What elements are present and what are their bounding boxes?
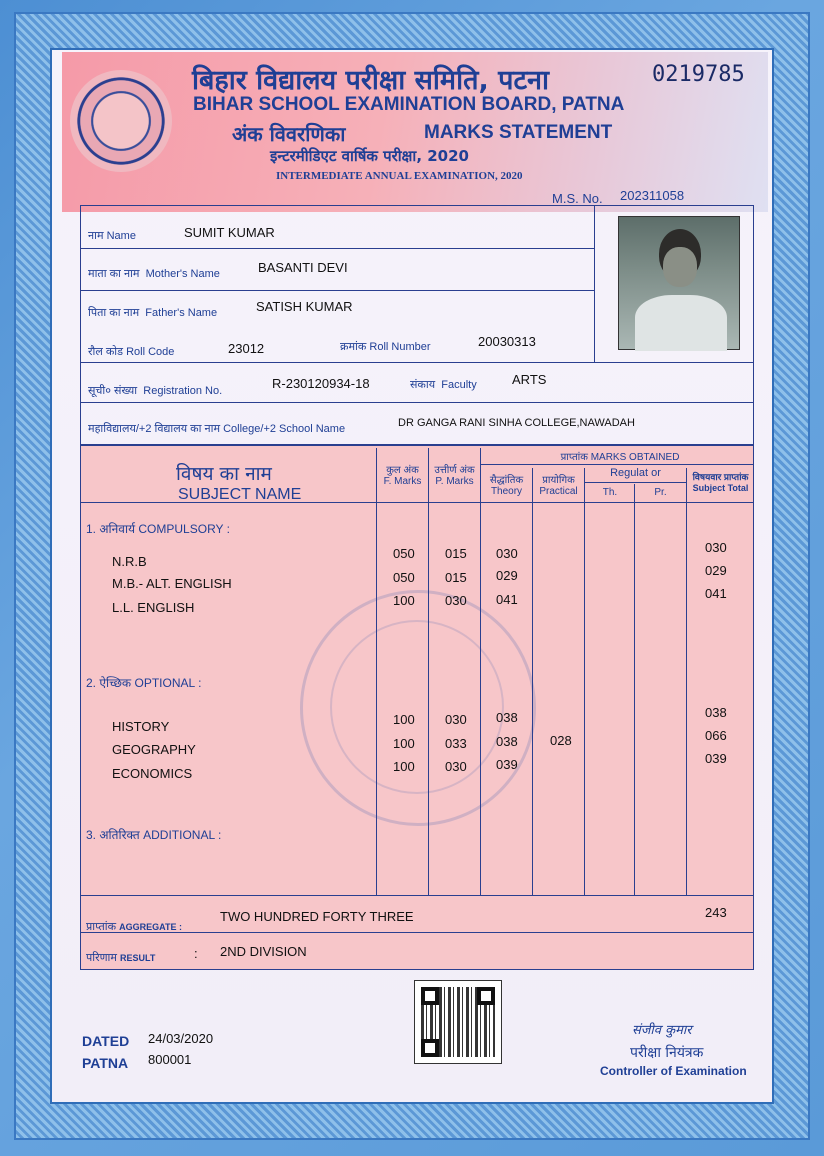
subject-total: 030 <box>705 540 727 555</box>
photo-face <box>663 247 697 287</box>
aggregate-label-english: AGGREGATE : <box>119 922 182 932</box>
full-marks: 100 <box>393 712 415 727</box>
additional-section-label <box>86 826 221 843</box>
practical-marks: 028 <box>550 733 572 748</box>
pass-marks-header-hindi: उत्तीर्ण अंक <box>434 465 475 476</box>
roll-code-label-hindi: रौल कोड <box>88 346 124 358</box>
name-label <box>88 228 136 243</box>
additional-label-hindi: अतिरिक्त <box>99 828 140 842</box>
pass-marks: 030 <box>445 759 467 774</box>
full-marks-header-english: F. Marks <box>383 476 422 487</box>
title-english: BIHAR SCHOOL EXAMINATION BOARD, PATNA <box>193 94 625 115</box>
subject-total-header <box>687 470 754 493</box>
father-label <box>88 305 217 320</box>
statement-title: MARKS STATEMENT <box>424 122 613 143</box>
pass-marks: 030 <box>445 712 467 727</box>
full-marks: 050 <box>393 546 415 561</box>
practical-header-hindi: प्रायोगिक <box>542 475 575 486</box>
roll-code-label-english: Roll Code <box>126 346 175 358</box>
serial-number: 0219785 <box>652 62 745 87</box>
result-label <box>86 950 155 965</box>
result-colon: : <box>194 946 198 961</box>
full-marks: 050 <box>393 570 415 585</box>
full-marks-header-hindi: कुल अंक <box>386 465 419 476</box>
full-marks: 100 <box>393 593 415 608</box>
row-divider <box>80 248 594 249</box>
full-marks: 100 <box>393 736 415 751</box>
practical-header <box>533 472 584 497</box>
qr-corner <box>421 987 439 1005</box>
optional-label-english: OPTIONAL : <box>134 676 202 690</box>
compulsory-label-hindi: अनिवार्य <box>99 522 136 536</box>
theory-header-english: Theory <box>490 486 523 497</box>
father-label-hindi: पिता का नाम <box>88 307 140 319</box>
roll-number: 20030313 <box>478 334 536 349</box>
title-hindi: बिहार विद्यालय परीक्षा समिति, पटना <box>192 65 550 96</box>
regulator-practical-header: Pr. <box>654 487 667 498</box>
photo-shirt <box>635 295 727 351</box>
compulsory-subject: M.B.- ALT. ENGLISH <box>112 576 232 591</box>
compulsory-section-label <box>86 520 230 537</box>
controller-title: Controller of Examination <box>600 1064 747 1078</box>
student-name: SUMIT KUMAR <box>184 225 275 240</box>
subject-total: 039 <box>705 751 727 766</box>
mother-label <box>88 266 220 281</box>
college-label <box>88 421 345 436</box>
aggregate-words: TWO HUNDRED FORTY THREE <box>220 909 414 924</box>
theory-marks: 038 <box>496 734 518 749</box>
registration-label-hindi: सूची० संख्या <box>88 385 138 397</box>
additional-label-english: ADDITIONAL : <box>143 828 222 842</box>
col-divider <box>686 468 687 895</box>
optional-section-label <box>86 674 201 691</box>
full-marks: 100 <box>393 759 415 774</box>
optional-number: 2. <box>86 676 97 690</box>
compulsory-subject: N.R.B <box>112 554 147 569</box>
registration-label <box>88 383 222 398</box>
optional-subject: ECONOMICS <box>112 766 193 781</box>
controller-signature: संजीव कुमार <box>632 1023 692 1038</box>
controller-title-hindi: परीक्षा नियंत्रक <box>630 1045 704 1061</box>
exam-title-hindi: इन्टरमीडिएट वार्षिक परीक्षा, 2020 <box>270 147 469 165</box>
pass-marks: 033 <box>445 736 467 751</box>
college-label-hindi: महाविद्यालय/+2 विद्यालय का नाम <box>88 423 221 435</box>
subject-total: 029 <box>705 563 727 578</box>
obtained-header-english: MARKS OBTAINED <box>590 452 680 463</box>
col-divider <box>584 468 585 895</box>
roll-number-label-hindi: क्रमांक <box>340 341 367 353</box>
col-divider <box>634 484 635 895</box>
ms-no-label: M.S. No. <box>552 191 603 206</box>
full-marks-header <box>377 462 428 487</box>
father-label-english: Father's Name <box>145 307 218 319</box>
mother-name: BASANTI DEVI <box>258 260 348 275</box>
photo-divider <box>594 205 595 362</box>
college-label-english: College/+2 School Name <box>223 423 346 435</box>
faculty-label-hindi: संकाय <box>410 379 436 391</box>
optional-label-hindi: ऐच्छिक <box>99 676 132 690</box>
pass-marks-header <box>429 462 480 487</box>
faculty-label-english: Faculty <box>441 379 477 391</box>
aggregate-label-hindi: प्राप्तांक <box>86 921 117 933</box>
issue-date: 24/03/2020 <box>148 1031 214 1046</box>
faculty-label <box>410 377 477 392</box>
roll-number-label <box>340 339 431 354</box>
table-footer-divider <box>80 895 754 896</box>
mother-label-english: Mother's Name <box>145 268 220 280</box>
obtained-divider <box>480 464 754 465</box>
regulator-divider <box>584 482 686 483</box>
theory-header-hindi: सैद्धांतिक <box>489 475 524 486</box>
exam-title: INTERMEDIATE ANNUAL EXAMINATION, 2020 <box>276 170 523 182</box>
dated-label: DATED <box>82 1033 130 1049</box>
marks-obtained-header <box>520 449 720 463</box>
optional-subject: HISTORY <box>112 719 170 734</box>
pin-code: 800001 <box>148 1052 192 1067</box>
place-label: PATNA <box>82 1055 129 1071</box>
roll-code-label <box>88 344 174 359</box>
statement-title-hindi: अंक विवरणिका <box>232 122 346 146</box>
ms-number: 202311058 <box>620 188 685 203</box>
result-label-hindi: परिणाम <box>86 952 117 964</box>
roll-number-label-english: Roll Number <box>369 341 431 353</box>
subject-total: 066 <box>705 728 727 743</box>
pass-marks-header-english: P. Marks <box>435 476 474 487</box>
subject-total: 038 <box>705 705 727 720</box>
obtained-header-hindi: प्राप्तांक <box>560 452 588 463</box>
subject-header: SUBJECT NAME <box>178 486 302 503</box>
row-divider <box>80 402 754 403</box>
mother-label-hindi: माता का नाम <box>88 268 140 280</box>
pass-marks: 030 <box>445 593 467 608</box>
row-divider <box>80 362 754 363</box>
board-emblem-logo <box>70 70 172 172</box>
subject-total-header-english: Subject Total <box>692 483 749 493</box>
row-divider <box>80 290 594 291</box>
theory-header <box>481 472 532 497</box>
regulator-theory-header: Th. <box>602 487 618 498</box>
subject-total-header-hindi: विषयवार प्राप्तांक <box>692 472 749 482</box>
registration-label-english: Registration No. <box>143 385 223 397</box>
qr-code <box>414 980 502 1064</box>
pass-marks: 015 <box>445 546 467 561</box>
roll-code: 23012 <box>228 341 265 356</box>
regulator-header: Regulat or <box>610 467 661 479</box>
result-label-english: RESULT <box>120 953 156 963</box>
father-name: SATISH KUMAR <box>256 299 353 314</box>
theory-marks: 039 <box>496 757 518 772</box>
subject-total: 041 <box>705 586 727 601</box>
college-name: DR GANGA RANI SINHA COLLEGE,NAWADAH <box>398 417 635 429</box>
col-divider <box>376 448 377 895</box>
subject-header-hindi: विषय का नाम <box>176 463 272 485</box>
name-label-hindi: नाम <box>88 230 104 242</box>
additional-number: 3. <box>86 828 97 842</box>
qr-corner <box>477 987 495 1005</box>
name-label-english: Name <box>106 230 136 242</box>
theory-marks: 029 <box>496 568 518 583</box>
compulsory-label-english: COMPULSORY : <box>138 522 230 536</box>
qr-corner <box>421 1039 439 1057</box>
optional-subject: GEOGRAPHY <box>112 742 196 757</box>
aggregate-total: 243 <box>705 905 727 920</box>
registration-number: R-230120934-18 <box>272 376 370 391</box>
col-divider <box>532 468 533 895</box>
theory-marks: 038 <box>496 710 518 725</box>
compulsory-number: 1. <box>86 522 97 536</box>
col-divider <box>480 448 481 895</box>
theory-marks: 041 <box>496 592 518 607</box>
pass-marks: 015 <box>445 570 467 585</box>
aggregate-label <box>86 919 182 934</box>
col-divider <box>428 448 429 895</box>
student-photo <box>618 216 740 350</box>
practical-header-english: Practical <box>539 486 578 497</box>
compulsory-subject: L.L. ENGLISH <box>112 600 195 615</box>
result-value: 2ND DIVISION <box>220 944 307 959</box>
faculty: ARTS <box>512 372 547 387</box>
theory-marks: 030 <box>496 546 518 561</box>
